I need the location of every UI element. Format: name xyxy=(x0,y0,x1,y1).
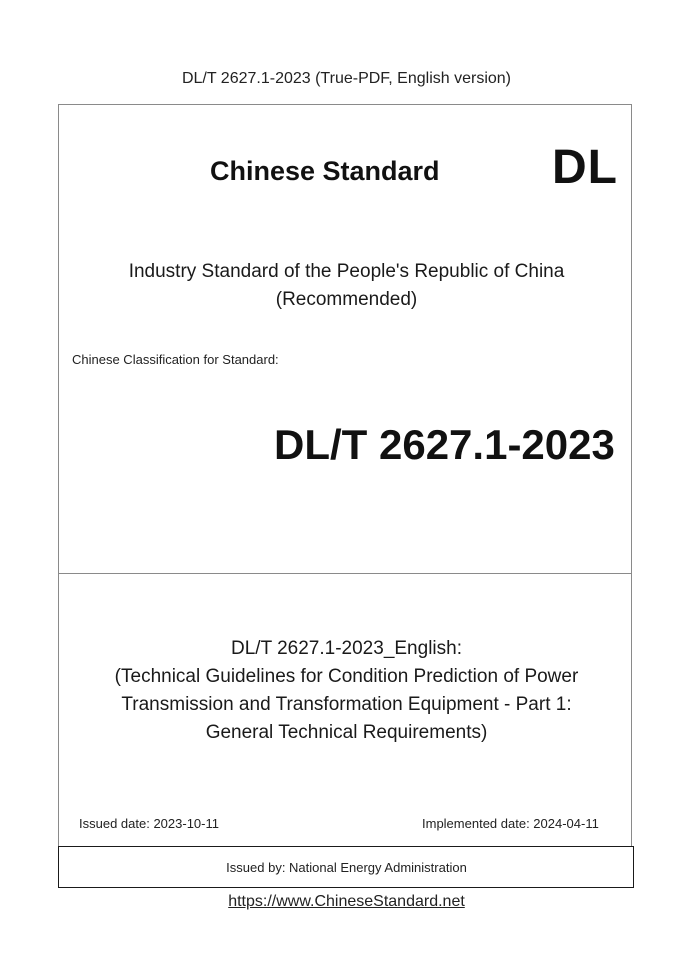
website-link[interactable]: https://www.ChineseStandard.net xyxy=(228,893,465,910)
classification-label: Chinese Classification for Standard: xyxy=(72,352,279,367)
english-title-line-2: (Technical Guidelines for Condition Prediction of Power xyxy=(114,666,579,687)
issued-date: Issued date: 2023-10-11 xyxy=(79,816,219,831)
industry-line-2: (Recommended) xyxy=(275,289,418,310)
english-title-block xyxy=(0,635,693,747)
issuer-text: Issued by: National Energy Administration xyxy=(226,860,467,875)
standard-type-title: Chinese Standard xyxy=(210,156,440,186)
standard-code-short: DL xyxy=(552,141,618,194)
document-header: DL/T 2627.1-2023 (True-PDF, English version) xyxy=(181,70,512,87)
implemented-date: Implemented date: 2024-04-11 xyxy=(422,816,599,831)
industry-standard-heading xyxy=(0,258,693,314)
english-title-line-1: DL/T 2627.1-2023_English: xyxy=(231,638,462,659)
industry-line-1: Industry Standard of the People's Republic of China xyxy=(128,261,565,282)
standard-number: DL/T 2627.1-2023 xyxy=(274,421,615,468)
english-title-line-3: Transmission and Transformation Equipment - Part 1: xyxy=(121,694,572,715)
english-title-line-4: General Technical Requirements) xyxy=(205,722,488,743)
